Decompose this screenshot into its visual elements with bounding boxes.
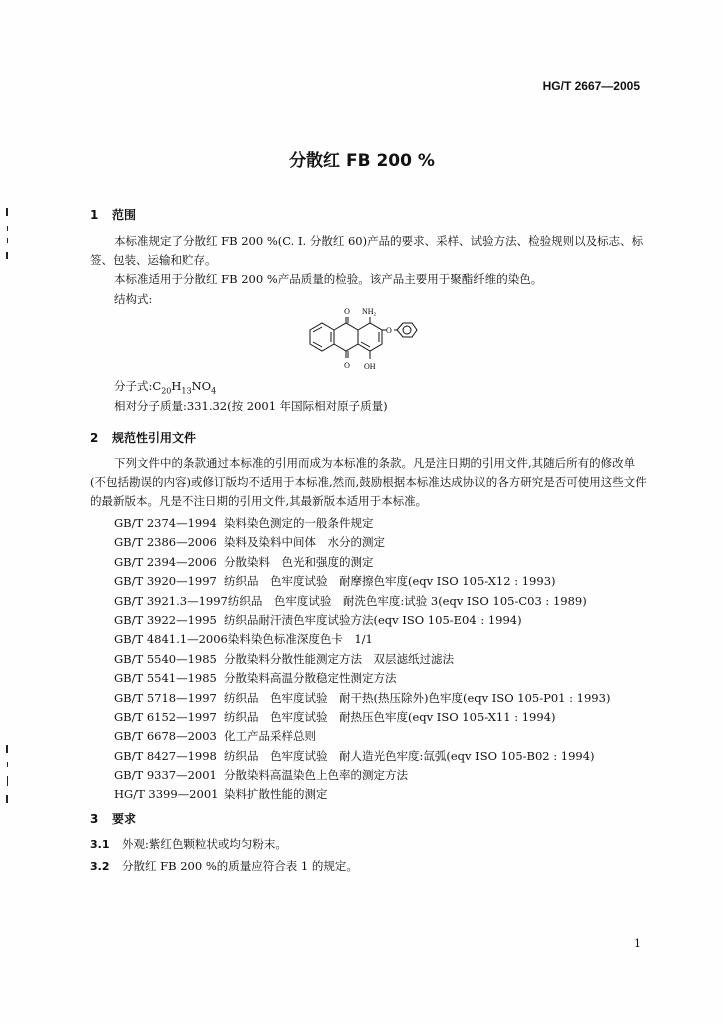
reference-title: 纺织品 色牢度试验 耐洗色牢度:试验 3(eqv ISO 105-C03 : 1989) bbox=[227, 593, 587, 608]
reference-item bbox=[114, 533, 610, 552]
binding-mark bbox=[7, 762, 8, 767]
reference-item bbox=[114, 592, 610, 611]
reference-item bbox=[114, 572, 610, 591]
reference-item bbox=[114, 727, 610, 746]
normative-intro-paragraph: 下列文件中的条款通过本标准的引用而成为本标准的条款。凡是注日期的引用文件,其随后所有的修改单(不包括勘误的内容)或修订版均不适用于本标准,然而,鼓励根据本标准达成协议的各方研究是否可使用这些文件的最新版本。凡是不注日期的引用文件,其最新版本适用于本标准。 bbox=[90, 456, 647, 508]
standard-number: HG/T 2667—2005 bbox=[542, 79, 640, 93]
scope-paragraph-2: 本标准适用于分散红 FB 200 %产品质量的检验。该产品主要用于聚酯纤维的染色。 bbox=[114, 272, 543, 286]
reference-item bbox=[114, 611, 610, 630]
binding-mark bbox=[6, 795, 8, 803]
reference-title: 分散染料高温分散稳定性测定方法 bbox=[224, 671, 397, 686]
binding-mark bbox=[7, 776, 8, 786]
reference-item bbox=[114, 630, 610, 649]
requirement-item bbox=[90, 858, 358, 874]
reference-title: 纺织品 色牢度试验 耐热压色牢度(eqv ISO 105-X11 : 1994) bbox=[224, 709, 556, 724]
reference-item bbox=[114, 785, 610, 804]
structure-amino-group: NH₂ bbox=[362, 307, 377, 316]
binding-mark bbox=[7, 238, 8, 243]
section-title: 要求 bbox=[112, 812, 137, 826]
structure-oxygen-bottom: O bbox=[344, 361, 350, 370]
structure-oxygen-top: O bbox=[344, 307, 350, 316]
reference-code: GB/T 5540—1985 bbox=[114, 651, 217, 666]
relative-molecular-mass: 相对分子质量:331.32(按 2001 年国际相对原子质量) bbox=[114, 399, 388, 413]
reference-item bbox=[114, 689, 610, 708]
structure-label: 结构式: bbox=[114, 292, 153, 306]
reference-title: 分散染料分散性能测定方法 双层滤纸过滤法 bbox=[224, 651, 454, 666]
reference-item bbox=[114, 747, 610, 766]
reference-code: HG/T 3399—2001 bbox=[114, 787, 219, 802]
structural-formula-diagram bbox=[300, 306, 420, 378]
reference-item bbox=[114, 766, 610, 785]
document-title: 分散红 FB 200 % bbox=[289, 151, 435, 171]
reference-title: 染料染色测定的一般条件规定 bbox=[224, 516, 374, 530]
clause-text: 外观:紫红色颗粒状或均匀粉末。 bbox=[122, 837, 287, 851]
reference-code: GB/T 8427—1998 bbox=[114, 748, 217, 763]
reference-code: GB/T 3920—1997 bbox=[114, 574, 217, 589]
reference-code: GB/T 4841.1—2006 bbox=[114, 632, 228, 647]
reference-code: GB/T 9337—2001 bbox=[114, 768, 217, 783]
reference-title: 纺织品耐汗渍色牢度试验方法(eqv ISO 105-E04 : 1994) bbox=[224, 612, 522, 627]
reference-item bbox=[114, 650, 610, 669]
binding-mark bbox=[6, 745, 8, 753]
binding-mark bbox=[6, 208, 8, 216]
clause-number: 3.2 bbox=[90, 860, 110, 873]
structure-hydroxyl-group: OH bbox=[364, 362, 376, 371]
section-1-heading bbox=[90, 206, 136, 223]
reference-title: 纺织品 色牢度试验 耐干热(热压除外)色牢度(eqv ISO 105-P01 : 1993) bbox=[224, 690, 611, 705]
clause-text: 分散红 FB 200 %的质量应符合表 1 的规定。 bbox=[122, 859, 358, 873]
section-3-heading bbox=[90, 810, 136, 827]
reference-title: 纺织品 色牢度试验 耐摩擦色牢度(eqv ISO 105-X12 : 1993) bbox=[224, 574, 556, 589]
section-title: 规范性引用文件 bbox=[112, 431, 197, 445]
reference-code: GB/T 3921.3—1997 bbox=[114, 593, 228, 608]
reference-code: GB/T 6152—1997 bbox=[114, 709, 217, 724]
reference-code: GB/T 5718—1997 bbox=[114, 690, 217, 705]
section-2-heading bbox=[90, 429, 196, 446]
requirement-item bbox=[90, 836, 287, 852]
section-title: 范围 bbox=[112, 208, 137, 222]
section-number: 2 bbox=[90, 431, 99, 445]
reference-code: GB/T 6678—2003 bbox=[114, 729, 217, 744]
reference-item bbox=[114, 514, 610, 533]
binding-mark bbox=[6, 252, 8, 259]
section-number: 3 bbox=[90, 812, 99, 826]
reference-title: 染料及染料中间体 水分的测定 bbox=[224, 535, 385, 550]
reference-code: GB/T 5541—1985 bbox=[114, 671, 217, 686]
clause-number: 3.1 bbox=[90, 838, 110, 851]
reference-code: GB/T 2394—2006 bbox=[114, 554, 217, 569]
reference-title: 染料染色标准深度色卡 1/1 bbox=[227, 632, 373, 647]
binding-mark bbox=[7, 226, 8, 231]
reference-item bbox=[114, 708, 610, 727]
reference-item bbox=[114, 553, 610, 572]
normative-reference-list bbox=[114, 514, 610, 805]
reference-title: 化工产品采样总则 bbox=[224, 729, 316, 744]
section-number: 1 bbox=[90, 208, 99, 222]
reference-title: 染料扩散性能的测定 bbox=[224, 787, 328, 802]
reference-code: GB/T 3922—1995 bbox=[114, 612, 217, 627]
reference-code: GB/T 2374—1994 bbox=[114, 516, 217, 530]
molecular-formula: 分子式$:C_{20}H_{13}NO_4$ bbox=[114, 379, 217, 396]
page-number: 1 bbox=[634, 937, 641, 950]
structure-ether-oxygen: O bbox=[386, 326, 392, 335]
reference-title: 纺织品 色牢度试验 耐人造光色牢度:氙弧(eqv ISO 105-B02 : 1994) bbox=[224, 748, 595, 763]
scope-paragraph-1: 本标准规定了分散红 FB 200 %(C. I. 分散红 60)产品的要求、采样、试验方法、检验规则以及标志、标签、包装、运输和贮存。 bbox=[90, 234, 644, 267]
reference-title: 分散染料高温染色上色率的测定方法 bbox=[224, 768, 408, 783]
reference-code: GB/T 2386—2006 bbox=[114, 535, 217, 550]
reference-item bbox=[114, 669, 610, 688]
reference-title: 分散染料 色光和强度的测定 bbox=[224, 554, 374, 569]
